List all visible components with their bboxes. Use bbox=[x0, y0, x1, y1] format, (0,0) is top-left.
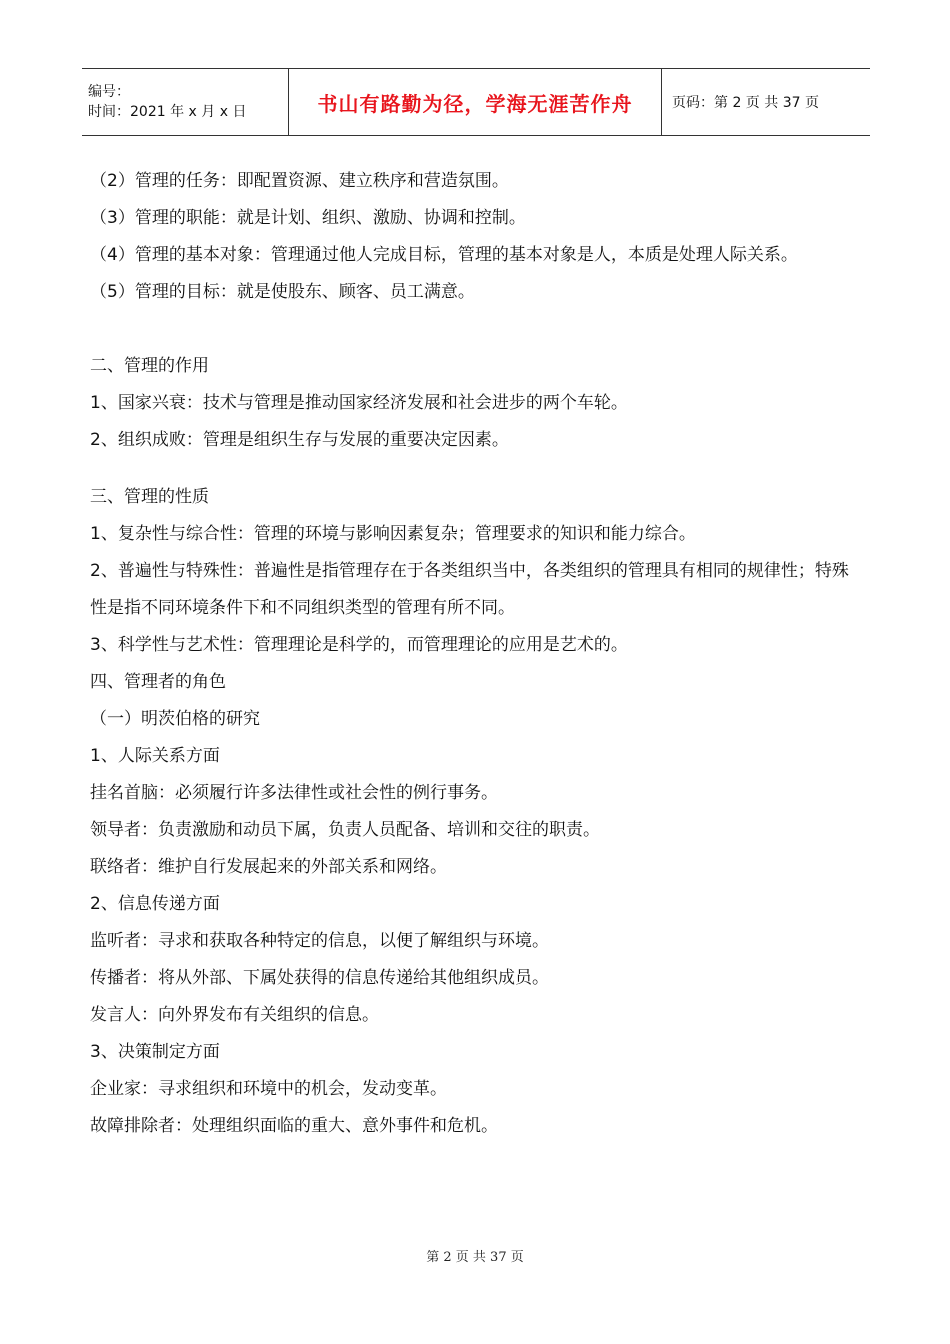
document-date: 时间：2021 年 x 月 x 日 bbox=[88, 104, 247, 120]
role-group-heading: 1、人际关系方面 bbox=[90, 746, 220, 766]
role-item: 企业家：寻求组织和环境中的机会，发动变革。 bbox=[90, 1079, 447, 1099]
role-item: 传播者：将从外部、下属处获得的信息传递给其他组织成员。 bbox=[90, 968, 549, 988]
section-heading: 四、管理者的角色 bbox=[90, 672, 226, 692]
page-footer: 第 2 页 共 37 页 bbox=[426, 1250, 524, 1265]
header-page-number: 页码：第 2 页 共 37 页 bbox=[672, 95, 819, 111]
role-item: 挂名首脑：必须履行许多法律性或社会性的例行事务。 bbox=[90, 783, 498, 803]
role-group-heading: 2、信息传递方面 bbox=[90, 894, 220, 914]
paragraph: 1、复杂性与综合性：管理的环境与影响因素复杂；管理要求的知识和能力综合。 bbox=[90, 524, 696, 544]
paragraph: （5）管理的目标：就是使股东、顾客、员工满意。 bbox=[90, 282, 475, 302]
paragraph: （4）管理的基本对象：管理通过他人完成目标，管理的基本对象是人，本质是处理人际关系。 bbox=[90, 245, 798, 265]
role-item: 故障排除者：处理组织面临的重大、意外事件和危机。 bbox=[90, 1116, 498, 1136]
role-item: 监听者：寻求和获取各种特定的信息，以便了解组织与环境。 bbox=[90, 931, 549, 951]
header-info bbox=[82, 69, 289, 135]
header-motto: 书山有路勤为径，学海无涯苦作舟 bbox=[317, 91, 633, 116]
role-item: 发言人：向外界发布有关组织的信息。 bbox=[90, 1005, 379, 1025]
page-header bbox=[82, 68, 870, 136]
role-item: 领导者：负责激励和动员下属，负责人员配备、培训和交往的职责。 bbox=[90, 820, 600, 840]
paragraph: （2）管理的任务：即配置资源、建立秩序和营造氛围。 bbox=[90, 171, 509, 191]
paragraph: （3）管理的职能：就是计划、组织、激励、协调和控制。 bbox=[90, 208, 526, 228]
spacer bbox=[90, 311, 865, 348]
header-motto-cell bbox=[289, 69, 662, 135]
subsection-heading: （一）明茨伯格的研究 bbox=[90, 709, 260, 729]
role-item: 联络者：维护自行发展起来的外部关系和网络。 bbox=[90, 857, 447, 877]
paragraph: 2、普遍性与特殊性：普遍性是指管理存在于各类组织当中，各类组织的管理具有相同的规律性；特殊性是指不同环境条件下和不同组织类型的管理有所不同。 bbox=[90, 561, 849, 618]
paragraph: 1、国家兴衰：技术与管理是推动国家经济发展和社会进步的两个车轮。 bbox=[90, 393, 628, 413]
section-heading: 二、管理的作用 bbox=[90, 356, 209, 376]
header-page-cell bbox=[662, 69, 870, 135]
document-number: 编号： bbox=[88, 84, 130, 100]
document-body bbox=[90, 163, 865, 1145]
section-heading: 三、管理的性质 bbox=[90, 487, 209, 507]
spacer bbox=[90, 459, 865, 479]
paragraph: 2、组织成败：管理是组织生存与发展的重要决定因素。 bbox=[90, 430, 509, 450]
role-group-heading: 3、决策制定方面 bbox=[90, 1042, 220, 1062]
paragraph: 3、科学性与艺术性：管理理论是科学的，而管理理论的应用是艺术的。 bbox=[90, 635, 628, 655]
